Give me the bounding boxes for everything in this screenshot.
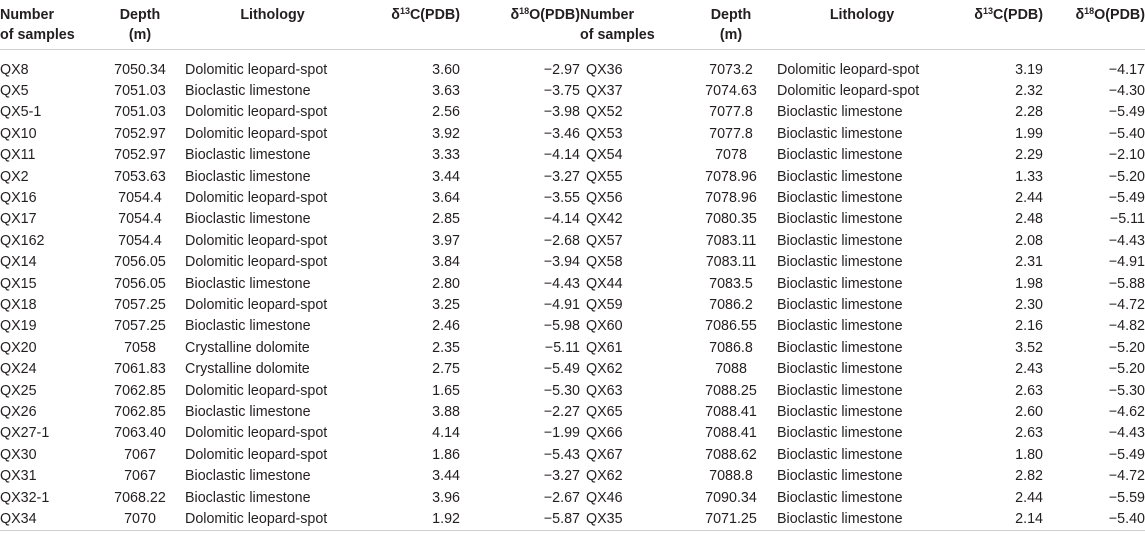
sample-id: QX16 <box>0 189 37 206</box>
delta-13c-value: 3.88 <box>432 404 460 420</box>
sample-id: QX58 <box>586 254 623 271</box>
delta-18o-value: −4.43 <box>543 275 580 292</box>
header-number-of-samples-2: Number of samples <box>580 0 685 49</box>
depth-value: 7054.4 <box>118 189 162 206</box>
depth-value: 7068.22 <box>114 489 166 506</box>
lithology-value: Bioclastic limestone <box>777 404 903 420</box>
sample-id: QX34 <box>0 509 95 531</box>
depth-value: 7053.63 <box>114 168 166 185</box>
lithology-value: Dolomitic leopard-spot <box>185 509 360 531</box>
sample-id: QX61 <box>586 339 623 356</box>
delta-13c-value: 2.14 <box>947 509 1043 531</box>
depth-value: 7090.34 <box>705 489 757 506</box>
delta-13c-value: 2.44 <box>1015 189 1043 206</box>
table-row <box>0 316 1145 337</box>
delta-13c-value: 3.96 <box>432 489 460 506</box>
depth-value: 7080.35 <box>705 211 757 228</box>
sample-id: QX30 <box>0 446 37 463</box>
sample-id: QX36 <box>586 61 623 78</box>
depth-value: 7057.25 <box>114 296 166 313</box>
sample-id: QX24 <box>0 361 37 378</box>
depth-value: 7070 <box>95 509 185 531</box>
depth-value: 7051.03 <box>114 104 166 121</box>
delta-18o-value: −5.40 <box>1043 509 1145 531</box>
delta-18o-value: −5.49 <box>1108 446 1145 463</box>
delta-13c-value: 2.44 <box>1015 489 1043 506</box>
delta-13c-value: 2.31 <box>1015 254 1043 271</box>
depth-value: 7062.85 <box>114 382 166 399</box>
lithology-value: Dolomitic leopard-spot <box>777 61 920 78</box>
delta-13c-value: 2.46 <box>432 318 460 335</box>
delta-13c-value: 2.16 <box>1015 318 1043 335</box>
sample-id: QX66 <box>586 425 623 442</box>
delta-13c-value: 3.60 <box>432 61 460 78</box>
depth-value: 7088.62 <box>705 446 757 463</box>
delta-13c-value: 3.25 <box>432 296 460 313</box>
delta-13c-value: 2.85 <box>432 211 460 228</box>
sample-id: QX26 <box>0 404 37 420</box>
delta-18o-value: −2.97 <box>543 61 580 78</box>
delta-13c-value: 2.43 <box>1015 361 1043 378</box>
table-row <box>0 124 1145 145</box>
depth-value: 7056.05 <box>114 254 166 271</box>
sample-id: QX162 <box>0 232 45 249</box>
table-row <box>0 423 1145 444</box>
table-row <box>0 381 1145 402</box>
header-depth: Depth (m) <box>95 0 185 49</box>
delta-18o-value: −4.82 <box>1108 318 1145 335</box>
lithology-value: Bioclastic limestone <box>777 382 903 399</box>
lithology-value: Bioclastic limestone <box>777 232 903 249</box>
sample-id: QX19 <box>0 318 37 335</box>
table-row <box>0 488 1145 509</box>
delta-13c-value: 1.86 <box>432 446 460 463</box>
depth-value: 7073.2 <box>709 61 753 78</box>
header-number-of-samples: Number of samples <box>0 0 95 49</box>
sample-id: QX67 <box>586 446 623 463</box>
table-row <box>0 466 1145 487</box>
depth-value: 7056.05 <box>114 275 166 292</box>
delta-13c-value: 2.56 <box>432 104 460 121</box>
sample-id: QX42 <box>586 211 623 228</box>
depth-value: 7057.25 <box>114 318 166 335</box>
table-row <box>0 145 1145 166</box>
lithology-value: Bioclastic limestone <box>185 468 311 485</box>
sample-id: QX14 <box>0 254 37 271</box>
depth-value: 7077.8 <box>709 125 753 142</box>
lithology-value: Bioclastic limestone <box>777 489 903 506</box>
depth-value: 7088.41 <box>705 404 757 420</box>
depth-value: 7077.8 <box>709 104 753 121</box>
delta-18o-value: −5.49 <box>1108 104 1145 121</box>
delta-18o-value: −2.27 <box>543 404 580 420</box>
header-lithology-2: Lithology <box>777 0 947 49</box>
delta-13c-value: 1.92 <box>360 509 460 531</box>
lithology-value: Bioclastic limestone <box>777 125 903 142</box>
lithology-value: Crystalline dolomite <box>185 339 310 356</box>
delta-18o-value: −4.91 <box>543 296 580 313</box>
lithology-value: Crystalline dolomite <box>185 361 310 378</box>
sample-id: QX37 <box>586 82 623 99</box>
sample-id: QX52 <box>586 104 623 121</box>
lithology-value: Dolomitic leopard-spot <box>185 382 328 399</box>
sample-id: QX60 <box>586 318 623 335</box>
depth-value: 7078 <box>715 147 747 164</box>
table-header-row <box>0 0 1145 49</box>
depth-value: 7067 <box>124 468 156 485</box>
delta-13c-value: 2.28 <box>1015 104 1043 121</box>
lithology-value: Dolomitic leopard-spot <box>185 189 328 206</box>
sample-id: QX56 <box>586 189 623 206</box>
table-row <box>0 445 1145 466</box>
delta-18o-value: −5.59 <box>1108 489 1145 506</box>
sample-id: QX11 <box>0 147 36 164</box>
delta-13c-value: 2.35 <box>432 339 460 356</box>
table-row <box>0 274 1145 295</box>
sample-id: QX63 <box>586 382 623 399</box>
lithology-value: Bioclastic limestone <box>185 318 311 335</box>
delta-18o-value: −5.98 <box>543 318 580 335</box>
lithology-value: Dolomitic leopard-spot <box>185 425 328 442</box>
delta-13c-value: 2.60 <box>1015 404 1043 420</box>
lithology-value: Bioclastic limestone <box>185 404 311 420</box>
lithology-value: Bioclastic limestone <box>777 254 903 271</box>
delta-18o-value: −5.20 <box>1108 339 1145 356</box>
delta-13c-value: 1.99 <box>1015 125 1043 142</box>
sample-id: QX20 <box>0 339 37 356</box>
delta-13c-value: 2.48 <box>1015 211 1043 228</box>
delta-13c-value: 3.44 <box>432 468 460 485</box>
delta-13c-value: 3.33 <box>432 147 460 164</box>
depth-value: 7078.96 <box>705 189 757 206</box>
depth-value: 7054.4 <box>118 232 162 249</box>
sample-id: QX35 <box>580 509 685 531</box>
table-row <box>0 402 1145 423</box>
sample-id: QX57 <box>586 232 623 249</box>
sample-id: QX59 <box>586 296 623 313</box>
depth-value: 7063.40 <box>114 425 166 442</box>
header-delta-13c-2: $\delta^{13}C(PDB)$ <box>947 0 1043 49</box>
delta-18o-value: −5.30 <box>1108 382 1145 399</box>
depth-value: 7052.97 <box>114 125 166 142</box>
delta-18o-value: −4.43 <box>1108 425 1145 442</box>
delta-18o-value: −2.10 <box>1108 147 1145 164</box>
sample-id: QX53 <box>586 125 623 142</box>
lithology-value: Bioclastic limestone <box>777 339 903 356</box>
lithology-value: Dolomitic leopard-spot <box>185 61 328 78</box>
lithology-value: Dolomitic leopard-spot <box>185 232 328 249</box>
depth-value: 7062.85 <box>114 404 166 420</box>
delta-13c-value: 2.32 <box>1015 82 1043 99</box>
delta-18o-value: −4.14 <box>543 147 580 164</box>
lithology-value: Bioclastic limestone <box>777 275 903 292</box>
delta-13c-value: 1.65 <box>432 382 460 399</box>
depth-value: 7088 <box>715 361 747 378</box>
depth-value: 7088.8 <box>709 468 753 485</box>
delta-18o-value: −3.55 <box>543 189 580 206</box>
sample-id: QX5-1 <box>0 104 42 121</box>
delta-13c-value: 2.63 <box>1015 425 1043 442</box>
delta-18o-value: −4.30 <box>1108 82 1145 99</box>
delta-18o-value: −2.67 <box>543 489 580 506</box>
table-row <box>0 81 1145 102</box>
table-row <box>0 231 1145 252</box>
delta-18o-value: −3.27 <box>543 468 580 485</box>
depth-value: 7088.41 <box>705 425 757 442</box>
delta-18o-value: −4.72 <box>1108 468 1145 485</box>
lithology-value: Bioclastic limestone <box>777 361 903 378</box>
delta-13c-value: 3.44 <box>432 168 460 185</box>
lithology-value: Dolomitic leopard-spot <box>777 82 920 99</box>
sample-id: QX2 <box>0 168 29 185</box>
depth-value: 7051.03 <box>114 82 166 99</box>
sample-id: QX27-1 <box>0 425 50 442</box>
sample-id: QX65 <box>586 404 623 420</box>
lithology-value: Bioclastic limestone <box>185 168 311 185</box>
lithology-value: Bioclastic limestone <box>185 275 311 292</box>
delta-18o-value: −5.11 <box>544 339 580 356</box>
depth-value: 7052.97 <box>114 147 166 164</box>
delta-18o-value: −5.87 <box>460 509 580 531</box>
delta-18o-value: −4.17 <box>1108 61 1145 78</box>
sample-id: QX8 <box>0 61 29 78</box>
lithology-value: Bioclastic limestone <box>777 468 903 485</box>
delta-13c-value: 2.08 <box>1015 232 1043 249</box>
header-delta-13c: $\delta^{13}C(PDB)$ <box>360 0 460 49</box>
lithology-value: Bioclastic limestone <box>777 296 903 313</box>
lithology-value: Bioclastic limestone <box>777 509 947 531</box>
sample-id: QX5 <box>0 82 29 99</box>
delta-13c-value: 2.75 <box>432 361 460 378</box>
depth-value: 7074.63 <box>705 82 757 99</box>
delta-18o-value: −5.20 <box>1108 168 1145 185</box>
delta-13c-value: 2.63 <box>1015 382 1043 399</box>
depth-value: 7050.34 <box>114 61 166 78</box>
delta-13c-value: 2.82 <box>1015 468 1043 485</box>
table-row <box>0 509 1145 531</box>
lithology-value: Bioclastic limestone <box>777 318 903 335</box>
delta-13c-value: 3.84 <box>432 254 460 271</box>
sample-id: QX54 <box>586 147 623 164</box>
delta-13c-value: 1.33 <box>1015 168 1043 185</box>
delta-18o-value: −3.98 <box>543 104 580 121</box>
depth-value: 7067 <box>124 446 156 463</box>
delta-13c-value: 3.92 <box>432 125 460 142</box>
lithology-value: Bioclastic limestone <box>777 168 903 185</box>
depth-value: 7086.8 <box>709 339 753 356</box>
table-body <box>0 49 1145 531</box>
header-delta-18o: $\delta^{18}O(PDB)$ <box>460 0 580 49</box>
sample-id: QX18 <box>0 296 37 313</box>
depth-value: 7058 <box>124 339 156 356</box>
sample-id: QX31 <box>0 468 37 485</box>
delta-18o-value: −3.27 <box>543 168 580 185</box>
lithology-value: Bioclastic limestone <box>185 211 311 228</box>
delta-13c-value: 4.14 <box>432 425 460 442</box>
lithology-value: Bioclastic limestone <box>185 147 311 164</box>
delta-18o-value: −5.88 <box>1108 275 1145 292</box>
lithology-value: Bioclastic limestone <box>777 425 903 442</box>
lithology-value: Dolomitic leopard-spot <box>185 296 328 313</box>
delta-18o-value: −5.49 <box>543 361 580 378</box>
sample-id: QX62 <box>586 361 623 378</box>
sample-id: QX15 <box>0 275 37 292</box>
table-row <box>0 295 1145 316</box>
delta-13c-value: 2.30 <box>1015 296 1043 313</box>
lithology-value: Bioclastic limestone <box>777 104 903 121</box>
table-row <box>0 102 1145 123</box>
sample-id: QX10 <box>0 125 37 142</box>
delta-18o-value: −5.43 <box>543 446 580 463</box>
delta-18o-value: −3.75 <box>543 82 580 99</box>
delta-13c-value: 3.63 <box>432 82 460 99</box>
delta-18o-value: −1.99 <box>543 425 580 442</box>
delta-13c-value: 2.80 <box>432 275 460 292</box>
delta-18o-value: −5.40 <box>1108 125 1145 142</box>
lithology-value: Bioclastic limestone <box>777 211 903 228</box>
delta-18o-value: −5.49 <box>1108 189 1145 206</box>
lithology-value: Bioclastic limestone <box>777 189 903 206</box>
delta-18o-value: −4.62 <box>1108 404 1145 420</box>
delta-13c-value: 3.52 <box>1015 339 1043 356</box>
lithology-value: Bioclastic limestone <box>777 446 903 463</box>
lithology-value: Bioclastic limestone <box>185 82 311 99</box>
delta-18o-value: −5.30 <box>543 382 580 399</box>
lithology-value: Bioclastic limestone <box>777 147 903 164</box>
sample-id: QX32-1 <box>0 489 50 506</box>
depth-value: 7078.96 <box>705 168 757 185</box>
delta-13c-value: 3.19 <box>1015 61 1043 78</box>
table-row <box>0 338 1145 359</box>
delta-13c-value: 2.29 <box>1015 147 1043 164</box>
delta-13c-value: 3.64 <box>432 189 460 206</box>
table-row <box>0 252 1145 273</box>
delta-18o-value: −4.14 <box>543 211 580 228</box>
table-row <box>0 359 1145 380</box>
delta-18o-value: −5.20 <box>1108 361 1145 378</box>
depth-value: 7061.83 <box>114 361 166 378</box>
lithology-value: Dolomitic leopard-spot <box>185 254 328 271</box>
delta-18o-value: −4.43 <box>1108 232 1145 249</box>
delta-18o-value: −2.68 <box>543 232 580 249</box>
depth-value: 7071.25 <box>685 509 777 531</box>
delta-13c-value: 1.80 <box>1015 446 1043 463</box>
sample-id: QX25 <box>0 382 37 399</box>
depth-value: 7083.11 <box>705 232 757 249</box>
lithology-value: Dolomitic leopard-spot <box>185 125 328 142</box>
sample-id: QX17 <box>0 211 37 228</box>
delta-18o-value: −3.46 <box>543 125 580 142</box>
table-row <box>0 49 1145 81</box>
delta-13c-value: 1.98 <box>1015 275 1043 292</box>
delta-18o-value: −3.94 <box>543 254 580 271</box>
depth-value: 7086.2 <box>709 296 753 313</box>
header-lithology: Lithology <box>185 0 360 49</box>
table-row <box>0 167 1145 188</box>
sample-id: QX62 <box>586 468 623 485</box>
depth-value: 7083.11 <box>705 254 757 271</box>
table-row <box>0 209 1145 230</box>
lithology-value: Dolomitic leopard-spot <box>185 446 328 463</box>
header-depth-2: Depth (m) <box>685 0 777 49</box>
depth-value: 7054.4 <box>118 211 162 228</box>
header-delta-18o-2: $\delta^{18}O(PDB)$ <box>1043 0 1145 49</box>
delta-13c-value: 3.97 <box>432 232 460 249</box>
depth-value: 7083.5 <box>709 275 753 292</box>
delta-18o-value: −5.11 <box>1109 211 1145 228</box>
lithology-value: Bioclastic limestone <box>185 489 311 506</box>
lithology-value: Dolomitic leopard-spot <box>185 104 328 121</box>
sample-id: QX55 <box>586 168 623 185</box>
delta-18o-value: −4.91 <box>1108 254 1145 271</box>
depth-value: 7086.55 <box>705 318 757 335</box>
sample-id: QX46 <box>586 489 623 506</box>
delta-18o-value: −4.72 <box>1108 296 1145 313</box>
depth-value: 7088.25 <box>705 382 757 399</box>
table-row <box>0 188 1145 209</box>
sample-id: QX44 <box>586 275 623 292</box>
